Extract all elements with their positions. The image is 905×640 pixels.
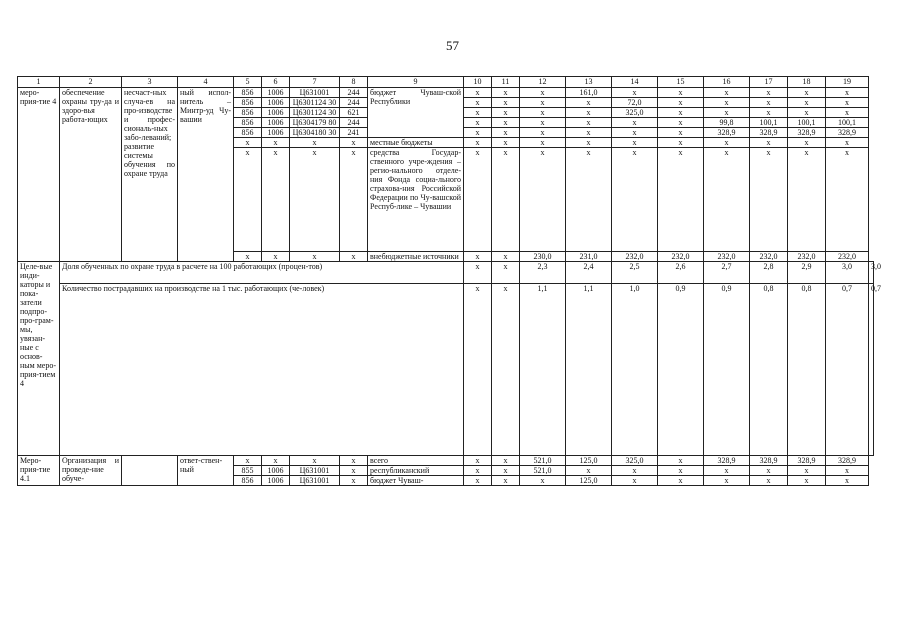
table-cell: x [464, 262, 492, 284]
table-cell: x [340, 456, 368, 466]
funding-source: всего [368, 456, 464, 466]
table-cell: Ц6304179 80 [290, 118, 340, 128]
table-cell: x [492, 252, 520, 262]
table-cell: x [704, 148, 750, 252]
table-cell: 72,0 [612, 98, 658, 108]
table-cell: 232,0 [826, 252, 869, 262]
table-cell: 2,9 [788, 262, 826, 284]
table-cell: x [464, 118, 492, 128]
table-cell: 0,9 [704, 284, 750, 456]
table-cell: x [234, 138, 262, 148]
table-cell: 1006 [262, 466, 290, 476]
measure-goal: Организация и проведе-ние обуче- [60, 456, 122, 486]
table-cell: 0,7 [826, 284, 869, 456]
table-cell: x [340, 148, 368, 252]
column-header: 8 [340, 77, 368, 88]
table-cell: x [750, 98, 788, 108]
table-cell: x [826, 476, 869, 486]
table-cell: 1006 [262, 108, 290, 118]
table-cell: 99,8 [704, 118, 750, 128]
table-cell: x [566, 128, 612, 138]
column-header: 2 [60, 77, 122, 88]
table-cell: x [612, 138, 658, 148]
indicator-name: Количество пострадавших на производстве на 1 тыс. работающих (че-ловек) [60, 284, 464, 456]
table-cell: x [612, 466, 658, 476]
table-cell: x [750, 138, 788, 148]
table-cell: 621 [340, 108, 368, 118]
table-cell: 244 [340, 118, 368, 128]
table-cell: 328,9 [750, 128, 788, 138]
table-cell: x [464, 476, 492, 486]
table-cell: Ц631001 [290, 476, 340, 486]
table-cell: x [234, 252, 262, 262]
table-cell: Ц6304180 30 [290, 128, 340, 138]
table-cell: x [464, 456, 492, 466]
table-cell: x [290, 148, 340, 252]
table-cell: 1006 [262, 128, 290, 138]
table-cell: 232,0 [658, 252, 704, 262]
column-number-row [18, 77, 874, 88]
table-cell: 232,0 [704, 252, 750, 262]
funding-source: бюджет Чуваш- [368, 476, 464, 486]
column-header: 7 [290, 77, 340, 88]
table-cell: x [464, 98, 492, 108]
table-cell: x [658, 466, 704, 476]
table-cell: 244 [340, 88, 368, 98]
column-header: 15 [658, 77, 704, 88]
table-cell: x [464, 128, 492, 138]
table-cell: 855 [234, 466, 262, 476]
table-cell: 100,1 [826, 118, 869, 128]
measure-executor: ответ-ствен-ный [178, 456, 234, 486]
table-cell: x [704, 476, 750, 486]
table-cell: Ц631001 [290, 466, 340, 476]
table-cell: x [492, 148, 520, 252]
table-cell: x [658, 88, 704, 98]
table-cell: x [826, 138, 869, 148]
table-cell: x [262, 252, 290, 262]
table-cell: 856 [234, 128, 262, 138]
table-cell: x [492, 118, 520, 128]
table-cell: x [340, 476, 368, 486]
table-cell: x [492, 88, 520, 98]
table-cell: Ц6301124 30 [290, 98, 340, 108]
table-cell: 3,0 [869, 262, 874, 284]
table-cell: x [464, 108, 492, 118]
table-cell: 161,0 [566, 88, 612, 98]
table-cell: 856 [234, 108, 262, 118]
indicator-name: Доля обученных по охране труда в расчете на 100 работающих (процен-тов) [60, 262, 464, 284]
table-cell: x [492, 476, 520, 486]
table-cell: x [658, 138, 704, 148]
indicators-label: Целе-вые инди-каторы и пока-затели подпро-про-грам-мы, увязан-ные с основ-ным меро-прия-тием 4 [18, 262, 60, 456]
table-cell: x [566, 108, 612, 118]
table-cell: 232,0 [612, 252, 658, 262]
table-cell: x [612, 118, 658, 128]
table-cell: 100,1 [750, 118, 788, 128]
table-cell: x [788, 98, 826, 108]
column-header: 5 [234, 77, 262, 88]
table-cell: 1,0 [612, 284, 658, 456]
table-cell: 521,0 [520, 456, 566, 466]
table-cell: 1006 [262, 118, 290, 128]
table-cell: x [788, 138, 826, 148]
table-cell: 2,3 [520, 262, 566, 284]
table-cell: x [612, 88, 658, 98]
table-cell: 232,0 [750, 252, 788, 262]
table-cell: x [788, 466, 826, 476]
table-cell: x [788, 88, 826, 98]
column-header: 19 [826, 77, 869, 88]
table-cell: 1006 [262, 98, 290, 108]
table-cell: 325,0 [612, 108, 658, 118]
table-cell: 2,7 [704, 262, 750, 284]
table-cell: x [750, 88, 788, 98]
table-cell: x [658, 108, 704, 118]
table-cell: x [492, 284, 520, 456]
table-cell: 231,0 [566, 252, 612, 262]
measure-label: меро-прия-тие 4 [18, 88, 60, 262]
table-cell: x [520, 108, 566, 118]
table-cell: x [492, 98, 520, 108]
table-cell: x [464, 88, 492, 98]
table-cell: 328,9 [826, 456, 869, 466]
table-cell: x [704, 98, 750, 108]
table-cell: x [464, 138, 492, 148]
measure-task [122, 456, 178, 486]
table-cell: x [234, 148, 262, 252]
table-cell: 2,5 [612, 262, 658, 284]
table-cell: 125,0 [566, 456, 612, 466]
table-cell: x [262, 456, 290, 466]
table-cell: 0,9 [658, 284, 704, 456]
funding-source: внебюджетные источники [368, 252, 464, 262]
column-header: 16 [704, 77, 750, 88]
table-cell: 328,9 [750, 456, 788, 466]
table-cell: 2,6 [658, 262, 704, 284]
table-cell: 0,8 [750, 284, 788, 456]
table-row [18, 88, 874, 98]
table-cell: 1006 [262, 476, 290, 486]
table-cell: 1,1 [520, 284, 566, 456]
column-header: 12 [520, 77, 566, 88]
table-cell: 232,0 [788, 252, 826, 262]
table-cell: x [464, 148, 492, 252]
table-cell: x [566, 118, 612, 128]
table-cell: x [704, 138, 750, 148]
column-header: 14 [612, 77, 658, 88]
table-cell: x [658, 98, 704, 108]
funding-source: местные бюджеты [368, 138, 464, 148]
table-cell: 856 [234, 118, 262, 128]
table-cell: x [750, 476, 788, 486]
table-cell: 328,9 [788, 128, 826, 138]
table-cell: x [520, 476, 566, 486]
table-cell: x [492, 108, 520, 118]
table-cell: x [704, 88, 750, 98]
measure-label: Меро-прия-тие 4.1 [18, 456, 60, 486]
table-cell: x [262, 148, 290, 252]
table-cell: 244 [340, 98, 368, 108]
table-cell: x [520, 128, 566, 138]
column-header: 10 [464, 77, 492, 88]
table-cell: x [612, 128, 658, 138]
table-cell: x [750, 108, 788, 118]
indicator-row [18, 262, 874, 284]
table-cell: x [566, 466, 612, 476]
table-cell: x [658, 476, 704, 486]
measure-goal: обеспечение охраны тру-да и здоро-вья работа-ющих [60, 88, 122, 262]
table-cell: 1,1 [566, 284, 612, 456]
table-cell: x [520, 118, 566, 128]
table-cell: x [492, 466, 520, 476]
table-cell: 2,4 [566, 262, 612, 284]
measure-task: несчаст-ных случа-ев на про-изводстве и профес-сиональ-ных забо-леваний; развитие системы обучения по охране труда [122, 88, 178, 262]
table-cell: 856 [234, 98, 262, 108]
column-header: 9 [368, 77, 464, 88]
table-cell: 0,8 [788, 284, 826, 456]
table-cell: 328,9 [788, 456, 826, 466]
table-cell: x [290, 456, 340, 466]
table-cell: 521,0 [520, 466, 566, 476]
funding-source: средства Государ-ственного учре-ждения – регио-нального отделе-ния Фонда социа-льного страхова-ния Российской Федерации по Чу-вашской Респуб-лике – Чувашии [368, 148, 464, 252]
column-header: 6 [262, 77, 290, 88]
table-cell: x [788, 148, 826, 252]
table-cell: x [464, 284, 492, 456]
funding-source: республиканский [368, 466, 464, 476]
table-cell: 3,0 [826, 262, 869, 284]
table-cell: 1006 [262, 88, 290, 98]
table-cell: 328,9 [704, 128, 750, 138]
funding-source: бюджет Чуваш-ской Республики [368, 88, 464, 138]
column-header: 4 [178, 77, 234, 88]
table-cell: x [826, 466, 869, 476]
table-cell: x [234, 456, 262, 466]
table-row [18, 456, 874, 466]
table-cell: 856 [234, 88, 262, 98]
table-cell: 2,8 [750, 262, 788, 284]
table-cell: x [492, 128, 520, 138]
table-cell: Ц631001 [290, 88, 340, 98]
table-cell: 0,7 [869, 284, 874, 456]
table-cell: x [750, 148, 788, 252]
table-cell: 100,1 [788, 118, 826, 128]
table-cell: 328,9 [704, 456, 750, 466]
table-cell: 325,0 [612, 456, 658, 466]
table-cell: x [826, 88, 869, 98]
table-cell: x [340, 466, 368, 476]
table-cell: 328,9 [826, 128, 869, 138]
table-cell: 230,0 [520, 252, 566, 262]
table-cell: x [566, 138, 612, 148]
table-cell: x [826, 148, 869, 252]
column-header: 18 [788, 77, 826, 88]
table-cell: 241 [340, 128, 368, 138]
table-cell: x [262, 138, 290, 148]
table-cell: x [340, 252, 368, 262]
table-cell: x [750, 466, 788, 476]
table-cell: x [566, 148, 612, 252]
table-cell: x [612, 476, 658, 486]
table-cell: x [492, 262, 520, 284]
column-header: 11 [492, 77, 520, 88]
table-cell: x [290, 138, 340, 148]
column-header: 13 [566, 77, 612, 88]
table-cell: x [492, 456, 520, 466]
table-cell: x [612, 148, 658, 252]
table-cell: 125,0 [566, 476, 612, 486]
column-header: 3 [122, 77, 178, 88]
table-cell: x [704, 108, 750, 118]
page-number: 57 [446, 38, 459, 53]
table-cell: x [492, 138, 520, 148]
table-cell: x [520, 148, 566, 252]
table-cell: x [658, 128, 704, 138]
table-cell: x [520, 138, 566, 148]
table-cell: Ц6301124 30 [290, 108, 340, 118]
measure-executor: ный испол-нитель – Минтр-уд Чу-вашии [178, 88, 234, 262]
table-cell: x [826, 108, 869, 118]
column-header: 17 [750, 77, 788, 88]
table-cell: x [464, 466, 492, 476]
table-cell: x [290, 252, 340, 262]
table-cell: x [788, 108, 826, 118]
budget-table [17, 76, 881, 486]
table-cell: x [658, 456, 704, 466]
table-cell: x [520, 88, 566, 98]
indicator-row [18, 284, 874, 456]
table-cell: 856 [234, 476, 262, 486]
table-cell: x [704, 466, 750, 476]
column-header: 1 [18, 77, 60, 88]
table-cell: x [788, 476, 826, 486]
table-cell: x [340, 138, 368, 148]
table-cell: x [464, 252, 492, 262]
table-cell: x [520, 98, 566, 108]
table-cell: x [566, 98, 612, 108]
table-cell: x [826, 98, 869, 108]
table-cell: x [658, 118, 704, 128]
table-cell: x [658, 148, 704, 252]
